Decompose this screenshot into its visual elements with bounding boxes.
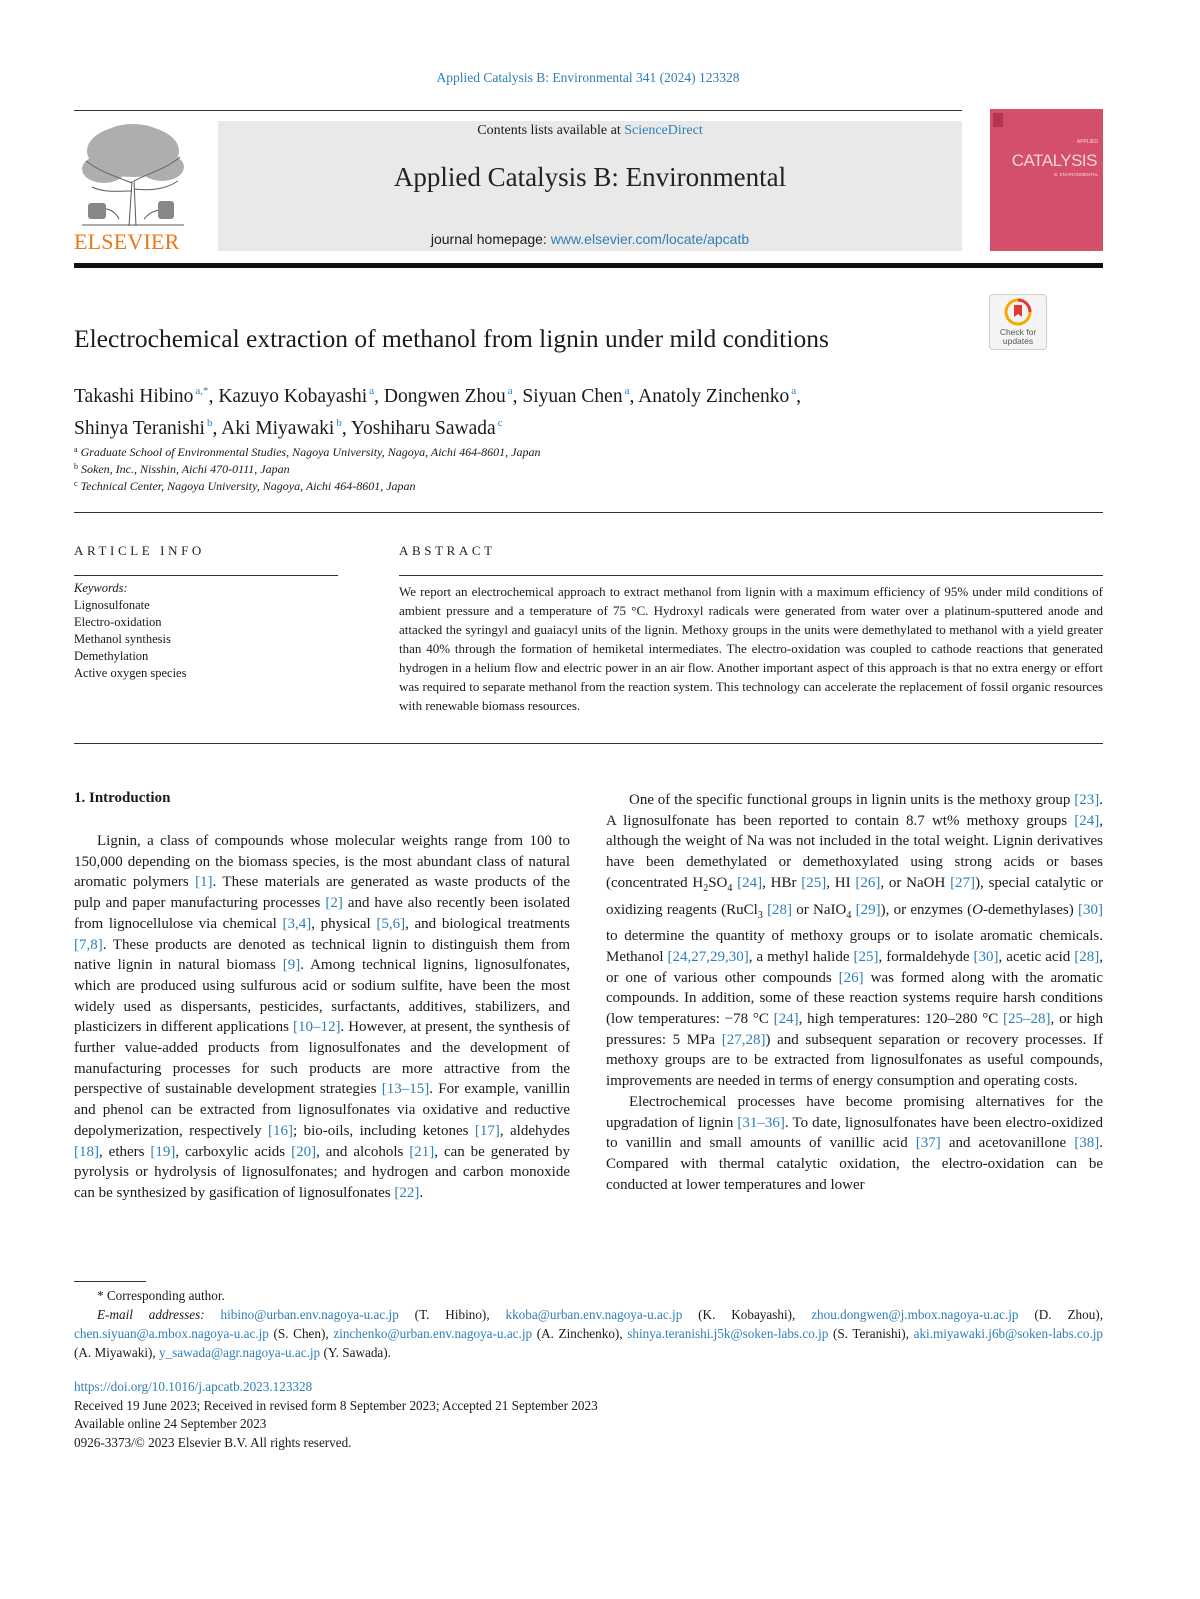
citation-link[interactable]: [17] [474, 1122, 500, 1139]
email-link[interactable]: shinya.teranishi.j5k@soken-labs.co.jp [627, 1326, 829, 1341]
subscript: 2 [703, 882, 709, 894]
author-list [74, 378, 1074, 442]
journal-title: Applied Catalysis B: Environmental [393, 162, 787, 192]
affiliation-sup: c [74, 479, 78, 488]
subscript: 3 [757, 909, 763, 921]
text-run: , or NaOH [880, 874, 951, 891]
citation-link[interactable]: [27,28] [721, 1031, 766, 1048]
citation-link[interactable]: [16] [268, 1122, 293, 1139]
abstract-rule [399, 575, 1103, 576]
text-run: , can be generated by pyrolysis or hydrolysis of lignosulfonates; and hydrogen and carbon monoxide can be synthesized by gasification of lignosulfonates [74, 1143, 570, 1201]
citation-link[interactable]: [20] [291, 1143, 317, 1160]
article-meta [74, 1378, 974, 1452]
citation-link[interactable]: [24,27,29,30] [667, 948, 749, 965]
text-run: to determine the quantity of methoxy groups or to isolate aromatic chemicals. Methanol [606, 928, 1103, 965]
check-updates-line1: Check for [999, 327, 1037, 337]
cover-top-text: APPLIED [1076, 139, 1098, 145]
author-name[interactable]: Shinya Teranishi [74, 418, 205, 439]
left-column [74, 831, 570, 1204]
article-title: Electrochemical extraction of methanol from lignin under mild conditions [74, 324, 829, 353]
author-separator: , [796, 386, 802, 407]
copyright-notice: 0926-3373/© 2023 Elsevier B.V. All rights reserved. [74, 1434, 352, 1450]
affiliation-sup: a [74, 445, 78, 454]
citation-link[interactable]: [26] [838, 969, 864, 986]
contents-prefix: Contents lists available at [477, 123, 625, 138]
author-separator: , [374, 386, 384, 407]
text-run: . Compared with thermal catalytic oxidation, the electro-oxidation can be conducted at lower temperatures and lower [606, 1135, 1103, 1193]
right-column [606, 790, 1103, 1195]
contents-line [218, 123, 962, 139]
citation-link[interactable]: [25–28] [1003, 1011, 1051, 1028]
text-run: . A lignosulfonate has been reported to contain 8.7 wt% methoxy groups [606, 792, 1103, 829]
citation-link[interactable]: [3,4] [282, 915, 312, 932]
corresponding-author-note: * Corresponding author. [97, 1288, 225, 1303]
article-info-rule [74, 575, 338, 576]
affiliation-text: Graduate School of Environmental Studies, Nagoya University, Nagoya, Aichi 464-8601, Japan [80, 445, 541, 459]
citation-link[interactable]: [2] [325, 895, 343, 912]
keyword-item: Methanol synthesis [74, 632, 171, 646]
introduction-heading: 1. Introduction [74, 790, 171, 806]
author-name[interactable]: Siyuan Chen [522, 386, 623, 407]
text-run: was formed along with the aromatic compounds. In addition, some of these reaction systems require harsh conditions (low temperatures: −78 °C [606, 969, 1103, 1028]
text-run: One of the specific functional groups in lignin units is the methoxy group [629, 792, 1075, 808]
citation-link[interactable]: [24] [773, 1011, 799, 1028]
citation-link[interactable]: [7,8] [74, 936, 103, 953]
author-separator: , [629, 386, 639, 407]
available-online: Available online 24 September 2023 [74, 1416, 267, 1431]
citation-link[interactable]: [38] [1074, 1135, 1100, 1152]
email-link[interactable]: zinchenko@urban.env.nagoya-u.ac.jp [333, 1326, 533, 1341]
author-separator: , [212, 418, 222, 439]
homepage-line [218, 231, 962, 247]
text-run: , and alcohols [316, 1143, 410, 1160]
citation-link[interactable]: [19] [150, 1143, 176, 1160]
citation-link[interactable]: [21] [409, 1143, 435, 1160]
cover-logo-icon [993, 113, 1003, 127]
header-thick-rule [74, 263, 1103, 268]
text-run: , and biological treatments [405, 915, 570, 932]
text-run: and acetovanillone [940, 1135, 1075, 1152]
intro-paragraph-3 [606, 1092, 1103, 1196]
keyword-item: Active oxygen species [74, 666, 187, 680]
citation-link[interactable]: [23] [1074, 792, 1100, 808]
journal-cover-thumbnail[interactable] [990, 109, 1103, 251]
abstract-text: We report an electrochemical approach to extract methanol from lignin with a maximum efficiency of 95% under mild conditions of ambient pressure and a temperature of 75 °C. Hydroxyl radicals were generated from water over a platinum-sputtered anode and attacked the syringyl and guaiacyl units of the lignin. Methoxy groups in the units were demethylated to methanol with a yield greater than 40% through the formation of hemiketal intermediates. The electro-oxidation was coupled to cathode reactions that generated hydrogen in a helium flow and electric power in an air flow. Another important aspect of this approach is that no extra energy or effort was required to separate methanol from the reaction system. This technology can accelerate the replacement of fossil organic resources with renewable biomass resources. [399, 584, 1103, 713]
author-name[interactable]: Yoshiharu Sawada [350, 418, 496, 439]
keywords-block [74, 580, 339, 682]
intro-paragraph-2 [606, 790, 1103, 1092]
email-owner: (D. Zhou), [1018, 1307, 1103, 1322]
check-updates-label [990, 328, 1046, 346]
subscript: 4 [846, 909, 852, 921]
text-run: ) and subsequent separation or recovery processes. If methoxy groups are to be extracted from lignosulfonates as useful compounds, improvements are needed in terms of energy consumption and operating costs. [606, 1031, 1103, 1090]
affiliation-text: Soken, Inc., Nisshin, Aichi 470-0111, Japan [81, 462, 290, 476]
text-run: and have also recently been isolated from lignocellulose via chemical [74, 895, 570, 932]
footnote-rule [74, 1281, 146, 1282]
text-run: , formaldehyde [878, 948, 974, 965]
email-link[interactable]: hibino@urban.env.nagoya-u.ac.jp [220, 1307, 399, 1322]
author-name[interactable]: Aki Miyawaki [221, 418, 335, 439]
author-name[interactable]: Dongwen Zhou [383, 386, 506, 407]
abstract-heading: ABSTRACT [399, 543, 496, 558]
affiliation-sup: b [74, 462, 78, 471]
affiliation-divider [74, 512, 1103, 513]
text-run: ; bio-oils, including ketones [293, 1122, 475, 1139]
text-run: , high temperatures: 120–280 °C [798, 1011, 1004, 1028]
citation-link[interactable]: [25] [853, 948, 879, 965]
text-run: , ethers [99, 1143, 151, 1160]
author-separator: , [208, 386, 219, 407]
citation-link[interactable]: [22] [394, 1184, 420, 1201]
cover-subtitle-text: B: ENVIRONMENTAL [1054, 172, 1098, 177]
received-dates: Received 19 June 2023; Received in revised form 8 September 2023; Accepted 21 September 2023 [74, 1397, 598, 1413]
affiliation-text: Technical Center, Nagoya University, Nagoya, Aichi 464-8601, Japan [80, 479, 416, 493]
citation-link[interactable]: [5,6] [376, 915, 406, 932]
email-addresses [74, 1305, 1103, 1362]
email-owner: (A. Zinchenko), [532, 1326, 628, 1341]
author-affiliation-sup[interactable]: a [791, 385, 797, 397]
citation-link[interactable]: [29] [855, 901, 881, 918]
text-run: . These materials are generated as waste products of the pulp and paper manufacturing processes [74, 874, 571, 912]
text-run: . However, at present, the synthesis of further value-added products from lignosulfonates and the development of manufacturing processes for such products are more attractive from the perspective of sustainable development strategies [74, 1019, 570, 1098]
italic-text: O [972, 901, 983, 918]
text-run: , HI [826, 874, 856, 891]
citation-link[interactable]: [28] [1074, 948, 1100, 965]
text-run: , acetic acid [998, 948, 1075, 965]
text-run: , a methyl halide [748, 948, 854, 965]
text-run: , physical [311, 915, 377, 932]
citation-link[interactable]: [10–12] [292, 1019, 341, 1036]
text-run: or NaIO [792, 901, 847, 918]
check-updates-line2: updates [1002, 336, 1034, 346]
citation-link[interactable]: [9] [282, 957, 301, 974]
keyword-item: Electro-oxidation [74, 615, 162, 629]
header-top-rule [74, 110, 962, 111]
text-run: , HBr [762, 874, 802, 891]
text-run: . To date, lignosulfonates have been electro-oxidized to vanillin and small amounts of vanillic acid [606, 1114, 1103, 1152]
text-run: ), or enzymes ( [880, 901, 973, 918]
email-owner: (Y. Sawada). [320, 1345, 391, 1360]
email-owner: (S. Teranishi), [828, 1326, 914, 1341]
citation-link[interactable]: [30] [973, 948, 999, 965]
affiliation-b [74, 462, 974, 477]
subscript: 4 [727, 882, 733, 894]
author-name[interactable]: Kazuyo Kobayashi [218, 386, 368, 407]
author-name[interactable]: Anatoly Zinchenko [638, 386, 790, 407]
text-run: . Among technical lignins, lignosulfonates, which are produced using sulfurous acid or sodium sulfite, have been the most widely used as dispersants, pesticides, surfactants, additives, stabilizers, and plasticizers in different applications [74, 957, 570, 1036]
publisher-name: ELSEVIER [74, 229, 180, 254]
text-run: . [419, 1184, 424, 1201]
check-for-updates-button[interactable] [989, 294, 1047, 350]
email-link[interactable]: zhou.dongwen@j.mbox.nagoya-u.ac.jp [811, 1307, 1019, 1322]
sciencedirect-link[interactable]: ScienceDirect [624, 123, 703, 138]
citation-link[interactable]: [28] [767, 901, 793, 918]
keywords-label: Keywords: [74, 581, 128, 595]
keyword-item: Lignosulfonate [74, 598, 150, 612]
author-separator: , [512, 386, 523, 407]
text-run: . For example, vanillin and phenol can be extracted from lignosulfonates via oxidative and reductive depolymerization, respectively [74, 1081, 570, 1139]
doi-link[interactable]: https://doi.org/10.1016/j.apcatb.2023.123328 [74, 1379, 313, 1394]
citation-link[interactable]: [24] [1074, 812, 1100, 829]
citation-link[interactable]: [1] [195, 874, 213, 891]
email-owner: (S. Chen), [268, 1326, 334, 1341]
homepage-prefix: journal homepage: [430, 231, 551, 247]
text-run: SO [708, 874, 728, 891]
citation-link[interactable]: [30] [1077, 901, 1103, 918]
article-info-heading: ARTICLE INFO [74, 543, 205, 558]
journal-reference-link[interactable]: Applied Catalysis B: Environmental 341 (2024) 123328 [436, 70, 740, 85]
homepage-link[interactable]: www.elsevier.com/locate/apcatb [550, 231, 750, 247]
abstract-divider [74, 743, 1103, 744]
citation-link[interactable]: [25] [801, 874, 827, 891]
text-run: , although the weight of Na was not included in the total weight. Lignin derivatives have been demethylated or demethoxylated using strong acids or bases (concentrated H [606, 812, 1103, 891]
author-affiliation-sup[interactable]: a [369, 385, 375, 397]
author-affiliation-sup[interactable]: c [497, 417, 503, 429]
intro-paragraph-1 [74, 831, 570, 1204]
email-link[interactable]: kkoba@urban.env.nagoya-u.ac.jp [505, 1307, 683, 1322]
text-run: ), special catalytic or oxidizing reagents (RuCl [606, 874, 1104, 918]
email-owner: (T. Hibino), [398, 1307, 506, 1322]
text-run: , carboxylic acids [175, 1143, 292, 1160]
affiliation-a [74, 445, 974, 460]
author-affiliation-sup[interactable]: b [336, 417, 342, 429]
email-link[interactable]: aki.miyawaki.j6b@soken-labs.co.jp [913, 1326, 1103, 1341]
citation-link[interactable]: [24] [737, 874, 763, 891]
author-affiliation-sup[interactable]: b [206, 417, 213, 429]
email-link[interactable]: chen.siyuan@a.mbox.nagoya-u.ac.jp [74, 1326, 269, 1341]
email-owner: (A. Miyawaki), [74, 1345, 159, 1360]
check-updates-icon [1004, 298, 1032, 326]
text-run: . These products are denoted as technical lignin to distinguish them from native lignin in natural biomass [74, 936, 570, 974]
citation-link[interactable]: [26] [855, 874, 881, 891]
author-separator: , [341, 418, 351, 439]
text-run: Electrochemical processes have become promising alternatives for the upgradation of lignin [606, 1093, 1103, 1131]
text-run: -demethylases) [982, 901, 1078, 918]
citation-link[interactable]: [18] [74, 1143, 99, 1160]
cover-title-text: CATALYSIS [1011, 151, 1097, 170]
keyword-item: Demethylation [74, 649, 149, 663]
citation-link[interactable]: [13–15] [381, 1081, 430, 1098]
text-run: , or one of various other compounds [606, 948, 1104, 986]
text-run: , aldehydes [499, 1122, 570, 1139]
email-label: E-mail addresses: [97, 1307, 221, 1322]
text-run: Lignin, a class of compounds whose molecular weights range from 100 to 150,000 depending on the biomass species, is the most abundant class of natural aromatic polymers [74, 833, 570, 891]
citation-link[interactable]: [37] [915, 1135, 941, 1152]
author-affiliation-sup[interactable]: a [507, 385, 513, 397]
citation-link[interactable]: [27] [950, 874, 976, 891]
email-link[interactable]: y_sawada@agr.nagoya-u.ac.jp [158, 1345, 321, 1360]
text-run: , or high pressures: 5 MPa [606, 1011, 1103, 1048]
email-owner: (K. Kobayashi), [682, 1307, 812, 1322]
affiliation-c [74, 479, 974, 494]
citation-link[interactable]: [31–36] [737, 1114, 785, 1131]
author-name[interactable]: Takashi Hibino [74, 386, 194, 407]
author-affiliation-sup[interactable]: a [624, 385, 630, 397]
author-affiliation-sup[interactable]: a,* [195, 385, 209, 397]
